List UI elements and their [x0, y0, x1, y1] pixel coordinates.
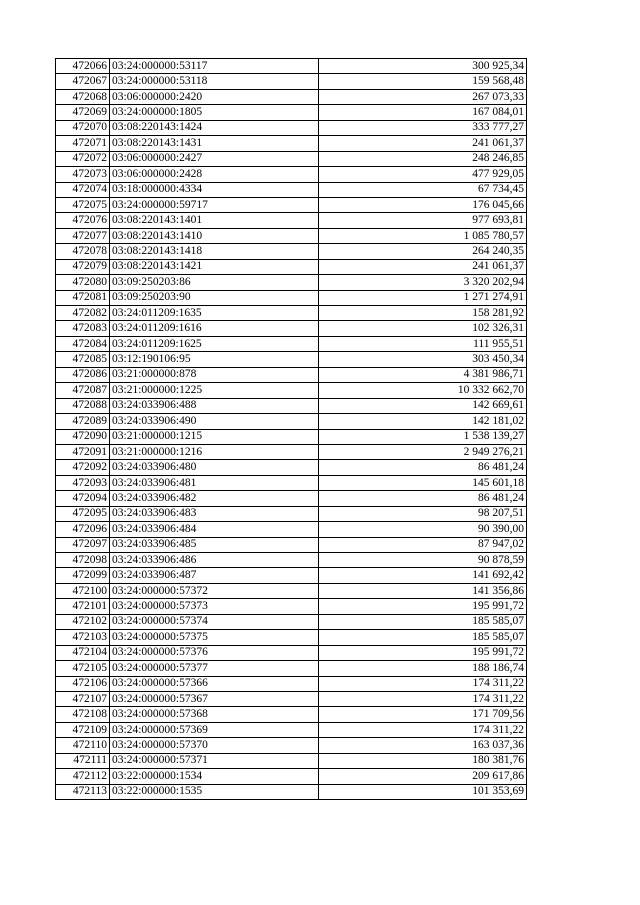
- row-number-cell: 472107: [56, 691, 110, 706]
- amount-cell: 3 320 202,94: [319, 275, 527, 290]
- row-number-cell: 472070: [56, 120, 110, 135]
- amount-cell: 248 246,85: [319, 151, 527, 166]
- table-row: [56, 151, 527, 166]
- cadastral-number-cell: 03:24:000000:57370: [110, 738, 319, 753]
- amount-cell: 101 353,69: [319, 784, 527, 799]
- amount-cell: 185 585,07: [319, 614, 527, 629]
- amount-cell: 174 311,22: [319, 722, 527, 737]
- row-number-cell: 472083: [56, 321, 110, 336]
- table-row: [56, 105, 527, 120]
- cadastral-number-cell: 03:24:033906:482: [110, 491, 319, 506]
- table-row: [56, 722, 527, 737]
- cadastral-number-cell: 03:22:000000:1535: [110, 784, 319, 799]
- row-number-cell: 472079: [56, 259, 110, 274]
- table-row: [56, 89, 527, 104]
- table-row: [56, 259, 527, 274]
- amount-cell: 176 045,66: [319, 197, 527, 212]
- table-body: [56, 59, 527, 800]
- cadastral-number-cell: 03:09:250203:90: [110, 290, 319, 305]
- row-number-cell: 472104: [56, 645, 110, 660]
- row-number-cell: 472090: [56, 429, 110, 444]
- cadastral-number-cell: 03:24:033906:484: [110, 522, 319, 537]
- amount-cell: 977 693,81: [319, 213, 527, 228]
- row-number-cell: 472087: [56, 383, 110, 398]
- cadastral-number-cell: 03:24:000000:53118: [110, 74, 319, 89]
- cadastral-number-cell: 03:24:033906:485: [110, 537, 319, 552]
- cadastral-number-cell: 03:24:011209:1625: [110, 336, 319, 351]
- amount-cell: 477 929,05: [319, 167, 527, 182]
- amount-cell: 111 955,51: [319, 336, 527, 351]
- row-number-cell: 472091: [56, 444, 110, 459]
- amount-cell: 195 991,72: [319, 599, 527, 614]
- cadastral-number-cell: 03:08:220143:1421: [110, 259, 319, 274]
- cadastral-number-cell: 03:24:000000:57376: [110, 645, 319, 660]
- row-number-cell: 472072: [56, 151, 110, 166]
- row-number-cell: 472111: [56, 753, 110, 768]
- table-row: [56, 197, 527, 212]
- amount-cell: 174 311,22: [319, 676, 527, 691]
- cadastral-number-cell: 03:06:000000:2420: [110, 89, 319, 104]
- table-row: [56, 784, 527, 799]
- data-table: [55, 58, 527, 800]
- amount-cell: 188 186,74: [319, 661, 527, 676]
- table-row: [56, 414, 527, 429]
- cadastral-number-cell: 03:24:000000:57373: [110, 599, 319, 614]
- cadastral-number-cell: 03:24:033906:480: [110, 460, 319, 475]
- amount-cell: 267 073,33: [319, 89, 527, 104]
- row-number-cell: 472096: [56, 522, 110, 537]
- amount-cell: 90 878,59: [319, 553, 527, 568]
- table-row: [56, 321, 527, 336]
- table-row: [56, 475, 527, 490]
- table-row: [56, 306, 527, 321]
- table-row: [56, 738, 527, 753]
- row-number-cell: 472095: [56, 506, 110, 521]
- row-number-cell: 472098: [56, 553, 110, 568]
- row-number-cell: 472088: [56, 398, 110, 413]
- amount-cell: 333 777,27: [319, 120, 527, 135]
- row-number-cell: 472082: [56, 306, 110, 321]
- cadastral-number-cell: 03:24:000000:57375: [110, 630, 319, 645]
- table-row: [56, 383, 527, 398]
- amount-cell: 163 037,36: [319, 738, 527, 753]
- table-row: [56, 275, 527, 290]
- cadastral-number-cell: 03:24:033906:490: [110, 414, 319, 429]
- table-row: [56, 630, 527, 645]
- amount-cell: 90 390,00: [319, 522, 527, 537]
- table-row: [56, 444, 527, 459]
- table-row: [56, 398, 527, 413]
- table-row: [56, 537, 527, 552]
- amount-cell: 1 085 780,57: [319, 228, 527, 243]
- row-number-cell: 472081: [56, 290, 110, 305]
- table-row: [56, 506, 527, 521]
- table-row: [56, 228, 527, 243]
- row-number-cell: 472086: [56, 367, 110, 382]
- cadastral-number-cell: 03:06:000000:2428: [110, 167, 319, 182]
- row-number-cell: 472071: [56, 136, 110, 151]
- table-row: [56, 707, 527, 722]
- amount-cell: 67 734,45: [319, 182, 527, 197]
- amount-cell: 141 356,86: [319, 583, 527, 598]
- row-number-cell: 472080: [56, 275, 110, 290]
- cadastral-number-cell: 03:24:000000:57368: [110, 707, 319, 722]
- table-row: [56, 460, 527, 475]
- cadastral-number-cell: 03:08:220143:1424: [110, 120, 319, 135]
- cadastral-number-cell: 03:06:000000:2427: [110, 151, 319, 166]
- row-number-cell: 472097: [56, 537, 110, 552]
- table-row: [56, 661, 527, 676]
- row-number-cell: 472078: [56, 244, 110, 259]
- table-row: [56, 491, 527, 506]
- row-number-cell: 472077: [56, 228, 110, 243]
- amount-cell: 300 925,34: [319, 59, 527, 74]
- row-number-cell: 472101: [56, 599, 110, 614]
- table-row: [56, 352, 527, 367]
- amount-cell: 102 326,31: [319, 321, 527, 336]
- cadastral-number-cell: 03:24:000000:57367: [110, 691, 319, 706]
- cadastral-number-cell: 03:24:033906:487: [110, 568, 319, 583]
- cadastral-number-cell: 03:08:220143:1410: [110, 228, 319, 243]
- row-number-cell: 472110: [56, 738, 110, 753]
- cadastral-number-cell: 03:24:033906:488: [110, 398, 319, 413]
- cadastral-number-cell: 03:24:000000:57377: [110, 661, 319, 676]
- amount-cell: 10 332 662,70: [319, 383, 527, 398]
- row-number-cell: 472092: [56, 460, 110, 475]
- cadastral-number-cell: 03:18:000000:4334: [110, 182, 319, 197]
- row-number-cell: 472089: [56, 414, 110, 429]
- table-row: [56, 522, 527, 537]
- cadastral-number-cell: 03:24:000000:57369: [110, 722, 319, 737]
- row-number-cell: 472068: [56, 89, 110, 104]
- table-row: [56, 136, 527, 151]
- amount-cell: 86 481,24: [319, 460, 527, 475]
- cadastral-number-cell: 03:24:033906:481: [110, 475, 319, 490]
- table-row: [56, 553, 527, 568]
- cadastral-number-cell: 03:24:000000:57374: [110, 614, 319, 629]
- table-row: [56, 769, 527, 784]
- table-row: [56, 290, 527, 305]
- amount-cell: 141 692,42: [319, 568, 527, 583]
- cadastral-number-cell: 03:21:000000:1216: [110, 444, 319, 459]
- row-number-cell: 472085: [56, 352, 110, 367]
- row-number-cell: 472073: [56, 167, 110, 182]
- table-row: [56, 583, 527, 598]
- row-number-cell: 472099: [56, 568, 110, 583]
- table-row: [56, 429, 527, 444]
- cadastral-number-cell: 03:24:000000:1805: [110, 105, 319, 120]
- amount-cell: 2 949 276,21: [319, 444, 527, 459]
- cadastral-number-cell: 03:22:000000:1534: [110, 769, 319, 784]
- cadastral-number-cell: 03:24:011209:1635: [110, 306, 319, 321]
- amount-cell: 142 181,02: [319, 414, 527, 429]
- amount-cell: 4 381 986,71: [319, 367, 527, 382]
- cadastral-number-cell: 03:12:190106:95: [110, 352, 319, 367]
- row-number-cell: 472112: [56, 769, 110, 784]
- amount-cell: 209 617,86: [319, 769, 527, 784]
- cadastral-number-cell: 03:21:000000:878: [110, 367, 319, 382]
- amount-cell: 264 240,35: [319, 244, 527, 259]
- amount-cell: 171 709,56: [319, 707, 527, 722]
- cadastral-number-cell: 03:08:220143:1401: [110, 213, 319, 228]
- table-row: [56, 614, 527, 629]
- amount-cell: 241 061,37: [319, 259, 527, 274]
- table-row: [56, 213, 527, 228]
- cadastral-number-cell: 03:09:250203:86: [110, 275, 319, 290]
- table-row: [56, 244, 527, 259]
- cadastral-number-cell: 03:24:000000:57372: [110, 583, 319, 598]
- row-number-cell: 472102: [56, 614, 110, 629]
- amount-cell: 87 947,02: [319, 537, 527, 552]
- table-row: [56, 568, 527, 583]
- row-number-cell: 472067: [56, 74, 110, 89]
- cadastral-number-cell: 03:24:000000:59717: [110, 197, 319, 212]
- amount-cell: 174 311,22: [319, 691, 527, 706]
- cadastral-number-cell: 03:08:220143:1431: [110, 136, 319, 151]
- row-number-cell: 472103: [56, 630, 110, 645]
- cadastral-number-cell: 03:24:000000:57371: [110, 753, 319, 768]
- row-number-cell: 472093: [56, 475, 110, 490]
- amount-cell: 303 450,34: [319, 352, 527, 367]
- amount-cell: 86 481,24: [319, 491, 527, 506]
- cadastral-number-cell: 03:24:033906:486: [110, 553, 319, 568]
- amount-cell: 167 084,01: [319, 105, 527, 120]
- row-number-cell: 472100: [56, 583, 110, 598]
- amount-cell: 98 207,51: [319, 506, 527, 521]
- cadastral-number-cell: 03:21:000000:1215: [110, 429, 319, 444]
- table-row: [56, 167, 527, 182]
- cadastral-number-cell: 03:08:220143:1418: [110, 244, 319, 259]
- table-row: [56, 74, 527, 89]
- amount-cell: 241 061,37: [319, 136, 527, 151]
- amount-cell: 142 669,61: [319, 398, 527, 413]
- amount-cell: 195 991,72: [319, 645, 527, 660]
- cadastral-number-cell: 03:24:000000:57366: [110, 676, 319, 691]
- cadastral-number-cell: 03:24:000000:53117: [110, 59, 319, 74]
- table-row: [56, 676, 527, 691]
- amount-cell: 1 538 139,27: [319, 429, 527, 444]
- table-row: [56, 182, 527, 197]
- table-row: [56, 336, 527, 351]
- row-number-cell: 472074: [56, 182, 110, 197]
- row-number-cell: 472113: [56, 784, 110, 799]
- table-row: [56, 645, 527, 660]
- row-number-cell: 472094: [56, 491, 110, 506]
- amount-cell: 159 568,48: [319, 74, 527, 89]
- table-row: [56, 367, 527, 382]
- row-number-cell: 472076: [56, 213, 110, 228]
- table-row: [56, 599, 527, 614]
- cadastral-number-cell: 03:21:000000:1225: [110, 383, 319, 398]
- table-row: [56, 120, 527, 135]
- row-number-cell: 472075: [56, 197, 110, 212]
- cadastral-number-cell: 03:24:011209:1616: [110, 321, 319, 336]
- row-number-cell: 472084: [56, 336, 110, 351]
- row-number-cell: 472105: [56, 661, 110, 676]
- amount-cell: 180 381,76: [319, 753, 527, 768]
- row-number-cell: 472066: [56, 59, 110, 74]
- table-row: [56, 691, 527, 706]
- row-number-cell: 472109: [56, 722, 110, 737]
- amount-cell: 145 601,18: [319, 475, 527, 490]
- row-number-cell: 472069: [56, 105, 110, 120]
- amount-cell: 185 585,07: [319, 630, 527, 645]
- cadastral-number-cell: 03:24:033906:483: [110, 506, 319, 521]
- row-number-cell: 472106: [56, 676, 110, 691]
- table-row: [56, 753, 527, 768]
- table-row: [56, 59, 527, 74]
- amount-cell: 158 281,92: [319, 306, 527, 321]
- row-number-cell: 472108: [56, 707, 110, 722]
- amount-cell: 1 271 274,91: [319, 290, 527, 305]
